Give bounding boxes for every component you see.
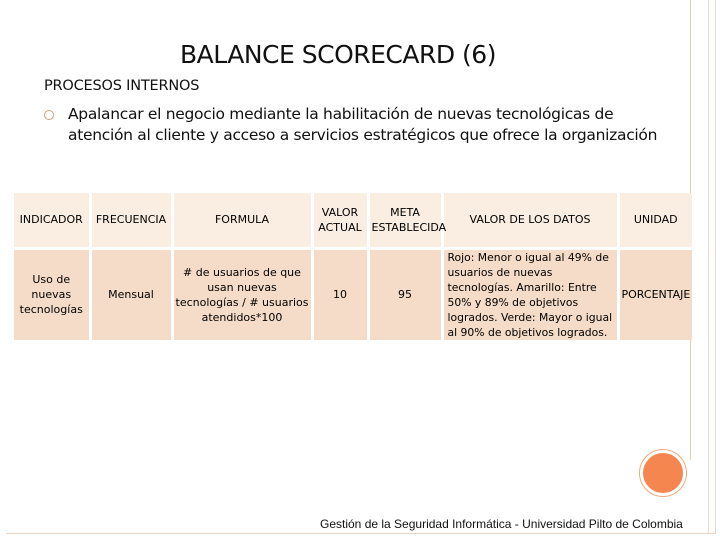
cell-frecuencia: Mensual [90, 248, 172, 340]
cell-meta: 95 [368, 248, 442, 340]
cell-unidad: PORCENTAJE [618, 248, 692, 340]
slide-title: BALANCE SCORECARD (6) [180, 40, 496, 69]
header-formula: FORMULA [172, 193, 312, 248]
circle-bullet-icon [44, 110, 54, 120]
footer-text: Gestión de la Seguridad Informática - Universidad Pilto de Colombia [320, 517, 683, 531]
decorative-orange-circle [640, 450, 686, 496]
header-meta: META ESTABLECIDA [368, 193, 442, 248]
section-heading: PROCESOS INTERNOS [44, 78, 200, 94]
table-row [14, 248, 692, 340]
header-unidad: UNIDAD [618, 193, 692, 248]
header-valor-actual: VALOR ACTUAL [312, 193, 368, 248]
header-indicador: INDICADOR [14, 193, 90, 248]
cell-valor-actual: 10 [312, 248, 368, 340]
scorecard-table [14, 193, 692, 340]
cell-valor-datos: Rojo: Menor o igual al 49% de usuarios de nuevas tecnologías. Amarillo: Entre 50% y 89% de objetivos logrados. Verde: Mayor o igual al 90% de objetivos logrados. [442, 248, 618, 340]
bullet-text: Apalancar el negocio mediante la habilitación de nuevas tecnológicas de atención al cliente y acceso a servicios estratégicos que ofrece la organización [68, 105, 658, 144]
header-frecuencia: FRECUENCIA [90, 193, 172, 248]
cell-indicador: Uso de nuevas tecnologías [14, 248, 90, 340]
table-header-row [14, 193, 692, 248]
cell-formula: # de usuarios de que usan nuevas tecnologías / # usuarios atendidos*100 [172, 248, 312, 340]
header-valor-datos: VALOR DE LOS DATOS [442, 193, 618, 248]
bullet-item [44, 104, 664, 146]
